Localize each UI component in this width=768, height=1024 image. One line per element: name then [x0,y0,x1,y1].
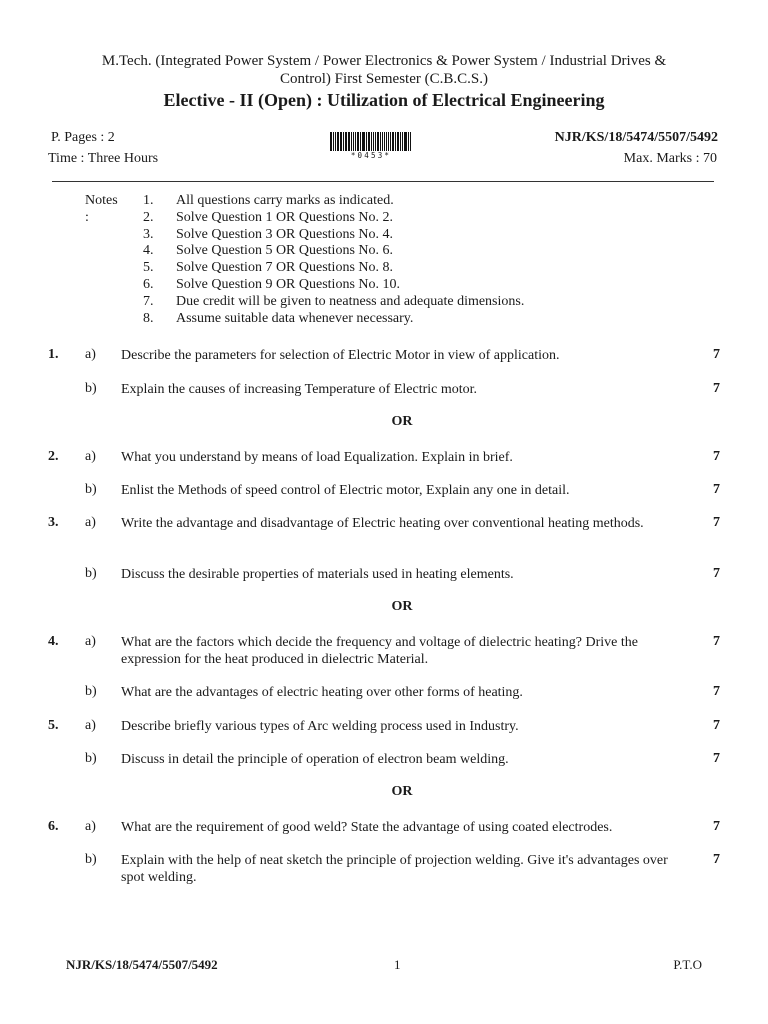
note-text: Solve Question 7 OR Questions No. 8. [176,260,393,276]
question-number: 1. [48,347,59,362]
note-text: All questions carry marks as indicated. [176,193,394,208]
question-part: a) [85,347,96,362]
question-marks: 7 [713,347,720,362]
barcode-bars [330,132,412,151]
question-marks: 7 [713,566,720,581]
question-part: b) [85,381,97,396]
barcode-bar [380,132,381,151]
question-part: a) [85,718,96,733]
barcode-bar [368,132,370,151]
barcode-bar [371,132,372,151]
max-marks: Max. Marks : 70 [623,151,717,166]
question-marks: 7 [713,718,720,733]
barcode-bar [348,132,350,151]
question-number: 6. [48,819,59,834]
pages-count: P. Pages : 2 [51,130,115,145]
barcode-bar [388,132,389,151]
question-marks: 7 [713,819,720,834]
note-number: 7. [143,293,154,309]
footer-paper-code: NJR/KS/18/5474/5507/5492 [66,957,218,972]
barcode [330,132,412,160]
barcode-bar [408,132,409,151]
question-text: Describe the parameters for selection of Electric Motor in view of application. [121,348,560,363]
time-allowed: Time : Three Hours [48,151,159,166]
question-text: What are the advantages of electric heating over other forms of heating. [121,685,523,700]
barcode-bar [390,132,391,151]
question-text: Discuss the desirable properties of materials used in heating elements. [121,567,514,582]
question-text: Explain the causes of increasing Temperature of Electric motor. [121,382,478,397]
barcode-number: *0453* [350,151,392,160]
barcode-bar [404,132,405,151]
question-part: b) [85,482,97,497]
note-number: 2. [143,209,154,225]
note-number: 6. [143,277,154,292]
question-text: Discuss in detail the principle of operation of electron beam welding. [121,752,509,767]
note-number: 8. [143,310,154,326]
barcode-bar [384,132,386,151]
page-number: 1 [394,957,401,972]
note-text: Solve Question 3 OR Questions No. 4. [176,226,393,242]
note-number: 3. [143,226,154,242]
question-text: Describe briefly various types of Arc welding process used in Industry. [121,719,519,734]
note-text: Solve Question 9 OR Questions No. 10. [176,277,400,292]
barcode-bar [402,132,403,151]
barcode-bar [340,132,341,151]
barcode-bar [337,132,339,151]
question-part: b) [85,684,97,699]
question-part: a) [85,634,96,649]
question-part: b) [85,751,97,766]
question-marks: 7 [713,515,720,530]
question-part: b) [85,566,97,581]
note-text: Due credit will be given to neatness and adequate dimensions. [176,293,525,309]
barcode-bar [330,132,332,151]
barcode-bar [335,132,336,151]
course-line-2: Control) First Semester (C.B.C.S.) [280,71,488,87]
barcode-bar [375,132,376,151]
question-number: 5. [48,718,59,733]
paper-title: Elective - II (Open) : Utilization of Electrical Engineering [163,90,605,110]
question-marks: 7 [713,381,720,396]
paper-code: NJR/KS/18/5474/5507/5492 [554,130,718,145]
barcode-bar [410,132,411,151]
barcode-bar [395,132,396,151]
barcode-bar [343,132,344,151]
question-part: b) [85,852,97,867]
or-divider: OR [391,784,413,799]
question-number: 4. [48,634,59,649]
note-number: 1. [143,193,154,208]
barcode-bar [382,132,383,151]
barcode-bar [355,132,356,151]
barcode-bar [373,132,374,151]
question-marks: 7 [713,684,720,699]
question-text: What are the factors which decide the frequency and voltage of dielectric heating? Drive the expression for the heat produced in dielectric Material. [121,635,638,667]
barcode-bar [345,132,347,151]
header-divider [52,181,714,182]
barcode-bar [397,132,399,151]
barcode-bar [366,132,367,151]
question-text: Enlist the Methods of speed control of Electric motor, Explain any one in detail. [121,483,570,498]
note-text: Solve Question 1 OR Questions No. 2. [176,209,393,225]
question-text: What you understand by means of load Equalization. Explain in brief. [121,450,513,465]
barcode-bar [405,132,407,151]
question-marks: 7 [713,482,720,497]
note-number: 4. [143,243,154,259]
question-part: a) [85,819,96,834]
barcode-bar [400,132,401,151]
barcode-bar [357,132,359,151]
note-text: Solve Question 5 OR Questions No. 6. [176,243,393,259]
barcode-bar [377,132,379,151]
question-marks: 7 [713,852,720,867]
barcode-bar [362,132,363,151]
barcode-bar [333,132,334,151]
notes-label: Notes : [85,193,118,225]
barcode-bar [341,132,342,151]
barcode-bar [360,132,361,151]
or-divider: OR [391,414,413,429]
question-text: What are the requirement of good weld? State the advantage of using coated electrodes. [121,820,613,835]
barcode-bar [351,132,352,151]
course-line-1: M.Tech. (Integrated Power System / Power Electronics & Power System / Industrial Drives & [101,53,667,69]
or-divider: OR [391,599,413,614]
barcode-bar [392,132,394,151]
note-text: Assume suitable data whenever necessary. [176,310,414,326]
question-part: a) [85,449,96,464]
question-text: Write the advantage and disadvantage of Electric heating over conventional heating methods. [121,516,644,531]
barcode-bar [386,132,387,151]
barcode-bar [363,132,365,151]
question-marks: 7 [713,449,720,464]
question-number: 2. [48,449,59,464]
question-text: Explain with the help of neat sketch the principle of projection welding. Give it's advantages over spot welding. [121,853,668,885]
pto-label: P.T.O [673,957,702,972]
question-marks: 7 [713,634,720,649]
barcode-bar [353,132,354,151]
question-part: a) [85,515,96,530]
question-marks: 7 [713,751,720,766]
note-number: 5. [143,260,154,276]
question-number: 3. [48,515,59,530]
